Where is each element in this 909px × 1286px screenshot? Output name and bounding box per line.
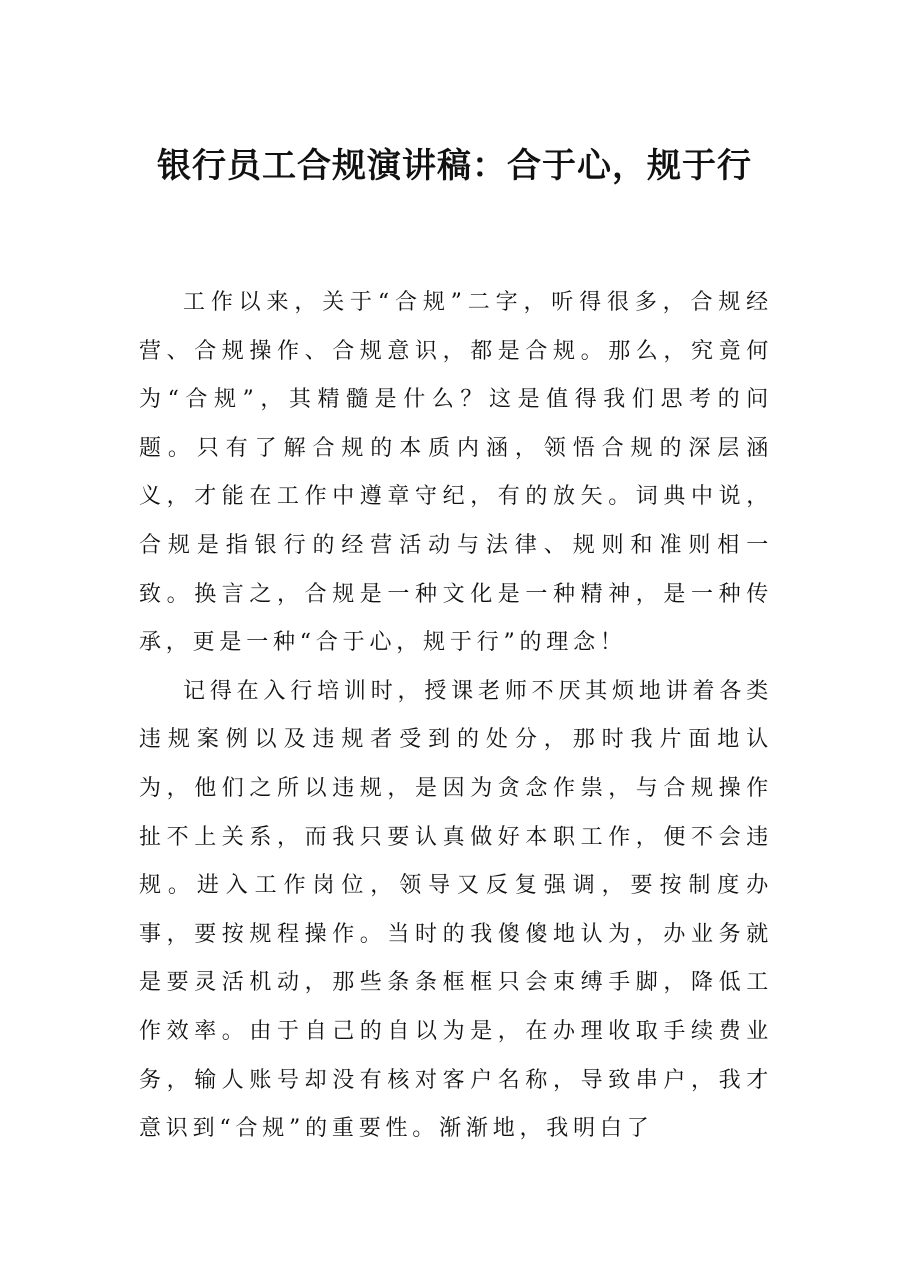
paragraph-1: 工作以来，关于“合规”二字，听得很多，合规经营、合规操作、合规意识，都是合规。那么，究竟何为“合规”，其精髓是什么？这是值得我们思考的问题。只有了解合规的本质内涵，领悟合规的深层涵义，才能在工作中遵章守纪，有的放矢。词典中说，合规是指银行的经营活动与法律、规则和准则相一致。换言之，合规是一种文化是一种精神，是一种传承，更是一种“合于心，规于行”的理念！ [139,290,773,656]
document-title: 银行员工合规演讲稿：合于心，规于行 [157,146,752,186]
paragraph-2: 记得在入行培训时，授课老师不厌其烦地讲着各类违规案例以及违规者受到的处分，那时我片面地认为，他们之所以违规，是因为贪念作祟，与合规操作扯不上关系，而我只要认真做好本职工作，便不会违规。进入工作岗位，领导又反复强调，要按制度办事，要按规程操作。当时的我傻傻地认为，办业务就是要灵活机动，那些条条框框只会束缚手脚，降低工作效率。由于自己的自以为是，在办理收取手续费业务，输人账号却没有核对客户名称，导致串户，我才意识到“合规”的重要性。渐渐地，我明白了 [139,678,773,1142]
document-body [139,279,773,1154]
